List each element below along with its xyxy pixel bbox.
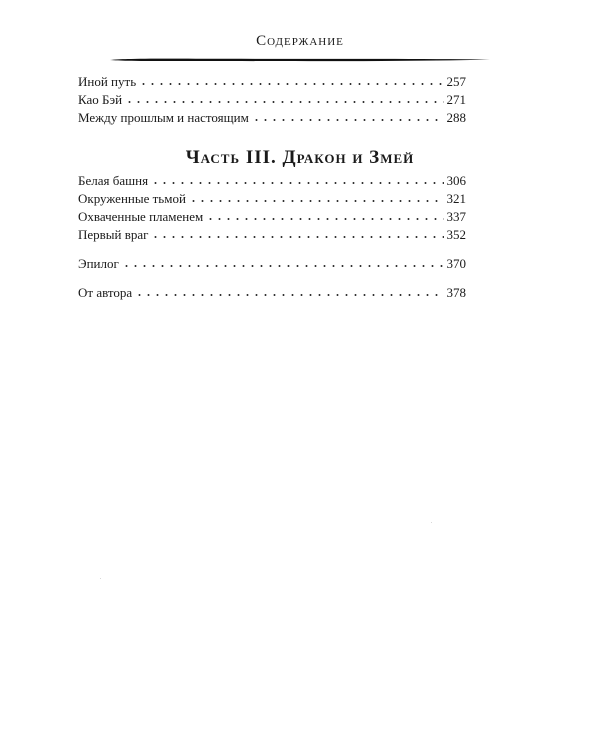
toc-entry-title: Белая башня: [78, 173, 149, 188]
dot-leader: [135, 287, 443, 297]
toc-entry-page: 378: [446, 285, 466, 300]
toc-entry-title: Между прошлым и настоящим: [78, 110, 249, 125]
toc-entry: [78, 109, 466, 127]
toc-entry-page: 370: [446, 256, 466, 271]
toc-section-previous: [78, 73, 466, 127]
toc-entry-page: 337: [446, 209, 466, 224]
toc-entry: [78, 190, 466, 208]
toc-entry-page: 352: [446, 227, 466, 242]
toc-entry-title: Первый враг: [78, 227, 149, 242]
toc-entry-title: Иной путь: [78, 74, 137, 89]
dot-leader: [151, 175, 443, 185]
scan-speck: [431, 522, 432, 523]
brush-rule-divider: [108, 55, 492, 65]
toc-entry: [78, 172, 466, 190]
toc-entry: [78, 91, 466, 109]
dot-leader: [252, 112, 444, 122]
toc-entry-title: Эпилог: [78, 256, 119, 271]
scan-speck: [100, 578, 101, 579]
dot-leader: [151, 229, 443, 239]
dot-leader: [206, 211, 443, 221]
toc-entry-page: 321: [446, 191, 466, 206]
dot-leader: [189, 193, 444, 203]
toc-section-part-three: [78, 172, 466, 302]
toc-entry-title: Охваченные пламенем: [78, 209, 204, 224]
toc-entry: [78, 208, 466, 226]
toc-entry-page: 306: [446, 173, 466, 188]
running-head: Содержание: [256, 33, 344, 49]
toc-entry-epilogue: [78, 255, 466, 273]
dot-leader: [125, 94, 443, 104]
part-heading: Часть III. Дракон и Змей: [185, 147, 415, 168]
toc-entry-title: Окруженные тьмой: [78, 191, 186, 206]
toc-entry-page: 257: [446, 74, 466, 89]
toc-entry-author-note: [78, 284, 466, 302]
dot-leader: [139, 76, 443, 86]
toc-entry-page: 288: [446, 110, 466, 125]
toc-entry-title: От автора: [78, 285, 133, 300]
toc-entry: [78, 226, 466, 244]
toc-entry-title: Као Бэй: [78, 92, 123, 107]
toc-entry: [78, 73, 466, 91]
toc-entry-page: 271: [446, 92, 466, 107]
dot-leader: [122, 258, 444, 268]
